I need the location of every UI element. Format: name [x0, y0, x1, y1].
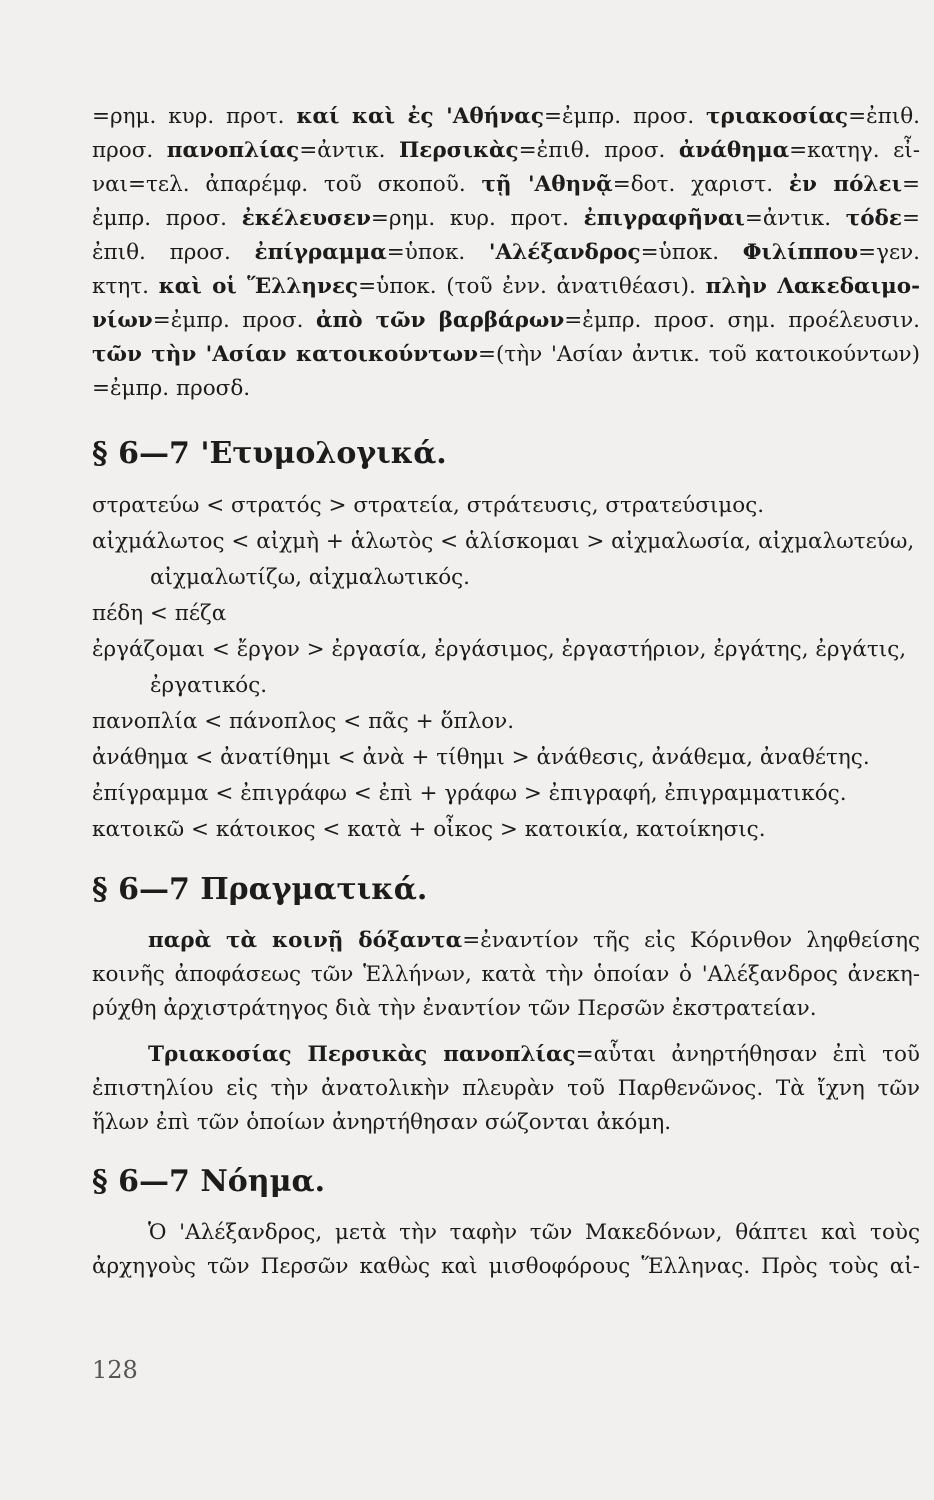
- text: =ἐπιθ.: [848, 104, 920, 129]
- prag-line: κοινῆς ἀποφάσεως τῶν Ἑλλήνων, κατὰ τὴν ὁποίαν ὁ 'Αλέξανδρος ἀνεκη-: [92, 962, 920, 987]
- text: =ὑποκ.: [640, 240, 743, 265]
- text: ἐπιθ. προσ.: [92, 240, 255, 265]
- term: τόδε: [845, 206, 902, 231]
- term: πλὴν Λακεδαιμο-: [705, 274, 921, 299]
- text: =ἐναντίον τῆς εἰς Κόρινθον ληφθείσης: [462, 928, 921, 953]
- pragmatics-paragraph: [92, 1038, 920, 1140]
- text: =ἀντικ.: [299, 138, 399, 163]
- page-content: [92, 100, 920, 1284]
- syntax-line: =ἐμπρ. προσδ.: [92, 376, 251, 401]
- text: =ὑποκ.: [386, 240, 489, 265]
- etym-line: αἰχμαλωτίζω, αἰχμαλωτικός.: [150, 565, 471, 590]
- term: παρὰ τὰ κοινῇ δόξαντα: [148, 928, 463, 953]
- text: προσ.: [92, 138, 167, 163]
- pragmatics-paragraph: [92, 924, 920, 1026]
- etym-line: αἰχμάλωτος < αἰχμὴ + ἁλωτὸς < ἁλίσκομαι > αἰχμαλωσία, αἰχμαλωτεύω,: [92, 529, 915, 554]
- syntax-line: [92, 236, 920, 270]
- syntax-line: [92, 134, 920, 168]
- etym-line: πανοπλία < πάνοπλος < πᾶς + ὅπλον.: [92, 709, 515, 734]
- text: κτητ.: [92, 274, 159, 299]
- page-number: 128: [92, 1356, 138, 1384]
- pragmatics-heading: § 6—7 Πραγματικά.: [92, 872, 428, 907]
- term: Τριακοσίας Περσικὰς πανοπλίας: [148, 1042, 576, 1067]
- term: ἐν πόλει: [788, 172, 902, 197]
- text: =δοτ. χαριστ.: [612, 172, 789, 197]
- text: =γεν.: [858, 240, 921, 265]
- text: =(τὴν 'Ασίαν ἀντικ. τοῦ κατοικούντων): [478, 342, 920, 367]
- prag-line: [92, 1038, 920, 1072]
- prag-line: ἐπιστηλίου εἰς τὴν ἀνατολικὴν πλευρὰν τοῦ Παρθενῶνος. Τὰ ἴχνη τῶν: [92, 1076, 920, 1101]
- prag-line: ρύχθη ἀρχιστράτηγος διὰ τὴν ἐναντίον τῶν Περσῶν ἐκστρατείαν.: [92, 996, 817, 1021]
- term: ἐπίγραμμα: [254, 240, 387, 265]
- etym-line: ἐργατικός.: [150, 673, 268, 698]
- syntax-line: [92, 338, 920, 372]
- term: καί καὶ ἐς 'Αθήνας: [296, 104, 544, 129]
- term: ἀνάθημα: [678, 138, 790, 163]
- syntax-line: [92, 100, 920, 134]
- syntax-line: [92, 304, 920, 338]
- term: Φιλίππου: [742, 240, 859, 265]
- text: =ἐπιθ. προσ.: [518, 138, 679, 163]
- etymology-heading: § 6—7 'Ετυμολογικά.: [92, 436, 447, 471]
- meaning-paragraph: [92, 1216, 920, 1284]
- etym-line: ἐργάζομαι < ἔργον > ἐργασία, ἐργάσιμος, ἐργαστήριον, ἐργάτης, ἐργάτις,: [92, 637, 907, 662]
- syntax-line: [92, 168, 920, 202]
- text: =ὑποκ. (τοῦ ἐνν. ἀνατιθέασι).: [358, 274, 706, 299]
- syntax-line: [92, 202, 920, 236]
- prag-line: ἥλων ἐπὶ τῶν ὁποίων ἀνηρτήθησαν σώζονται ἀκόμη.: [92, 1110, 672, 1135]
- term: τῇ 'Αθηνᾷ: [481, 172, 613, 197]
- text: =ἐμπρ. προσ.: [543, 104, 707, 129]
- meaning-line: ἀρχηγοὺς τῶν Περσῶν καθὼς καὶ μισθοφόρους Ἕλληνας. Πρὸς τοὺς αἰ-: [92, 1254, 920, 1279]
- term: καὶ οἱ Ἕλληνες: [158, 274, 359, 299]
- meaning-line: Ὁ 'Αλέξανδρος, μετὰ τὴν ταφὴν τῶν Μακεδόνων, θάπτει καὶ τοὺς: [148, 1220, 920, 1245]
- text: =: [901, 206, 920, 231]
- syntax-analysis: [92, 100, 920, 406]
- etym-line: ἀνάθημα < ἀνατίθημι < ἀνὰ + τίθημι > ἀνάθεσις, ἀνάθεμα, ἀναθέτης.: [92, 745, 870, 770]
- text: =ἀντικ.: [744, 206, 846, 231]
- text: =αὗται ἀνηρτήθησαν ἐπὶ τοῦ: [575, 1042, 920, 1067]
- term: ἀπὸ τῶν βαρβάρων: [315, 308, 565, 333]
- term: ἐκέλευσεν: [241, 206, 371, 231]
- term: 'Αλέξανδρος: [488, 240, 641, 265]
- text: =ρημ. κυρ. προτ.: [92, 104, 297, 129]
- etym-line: κατοικῶ < κάτοικος < κατὰ + οἶκος > κατοικία, κατοίκησις.: [92, 817, 766, 842]
- text: =ρημ. κυρ. προτ.: [370, 206, 584, 231]
- etym-line: στρατεύω < στρατός > στρατεία, στράτευσις, στρατεύσιμος.: [92, 493, 765, 518]
- term: ἐπιγραφῆναι: [583, 206, 745, 231]
- etym-line: πέδη < πέζα: [92, 601, 227, 626]
- text: =ἐμπρ. προσ.: [152, 308, 316, 333]
- term: πανοπλίας: [166, 138, 300, 163]
- etym-line: ἐπίγραμμα < ἐπιγράφω < ἐπὶ + γράφω > ἐπιγραφή, ἐπιγραμματικός.: [92, 781, 847, 806]
- text: =ἐμπρ. προσ. σημ. προέλευσιν.: [564, 308, 921, 333]
- term: νίων: [92, 308, 153, 333]
- text: ναι=τελ. ἀπαρέμφ. τοῦ σκοποῦ.: [92, 172, 482, 197]
- term: Περσικὰς: [398, 138, 519, 163]
- text: =: [901, 172, 920, 197]
- text: =κατηγ. εἶ-: [789, 138, 920, 163]
- meaning-heading: § 6—7 Νόημα.: [92, 1164, 326, 1199]
- etymology-list: [92, 488, 920, 848]
- prag-line: [92, 924, 920, 958]
- term: τῶν τὴν 'Ασίαν κατοικούντων: [92, 342, 478, 367]
- text: ἐμπρ. προσ.: [92, 206, 242, 231]
- syntax-line: [92, 270, 920, 304]
- term: τριακοσίας: [706, 104, 849, 129]
